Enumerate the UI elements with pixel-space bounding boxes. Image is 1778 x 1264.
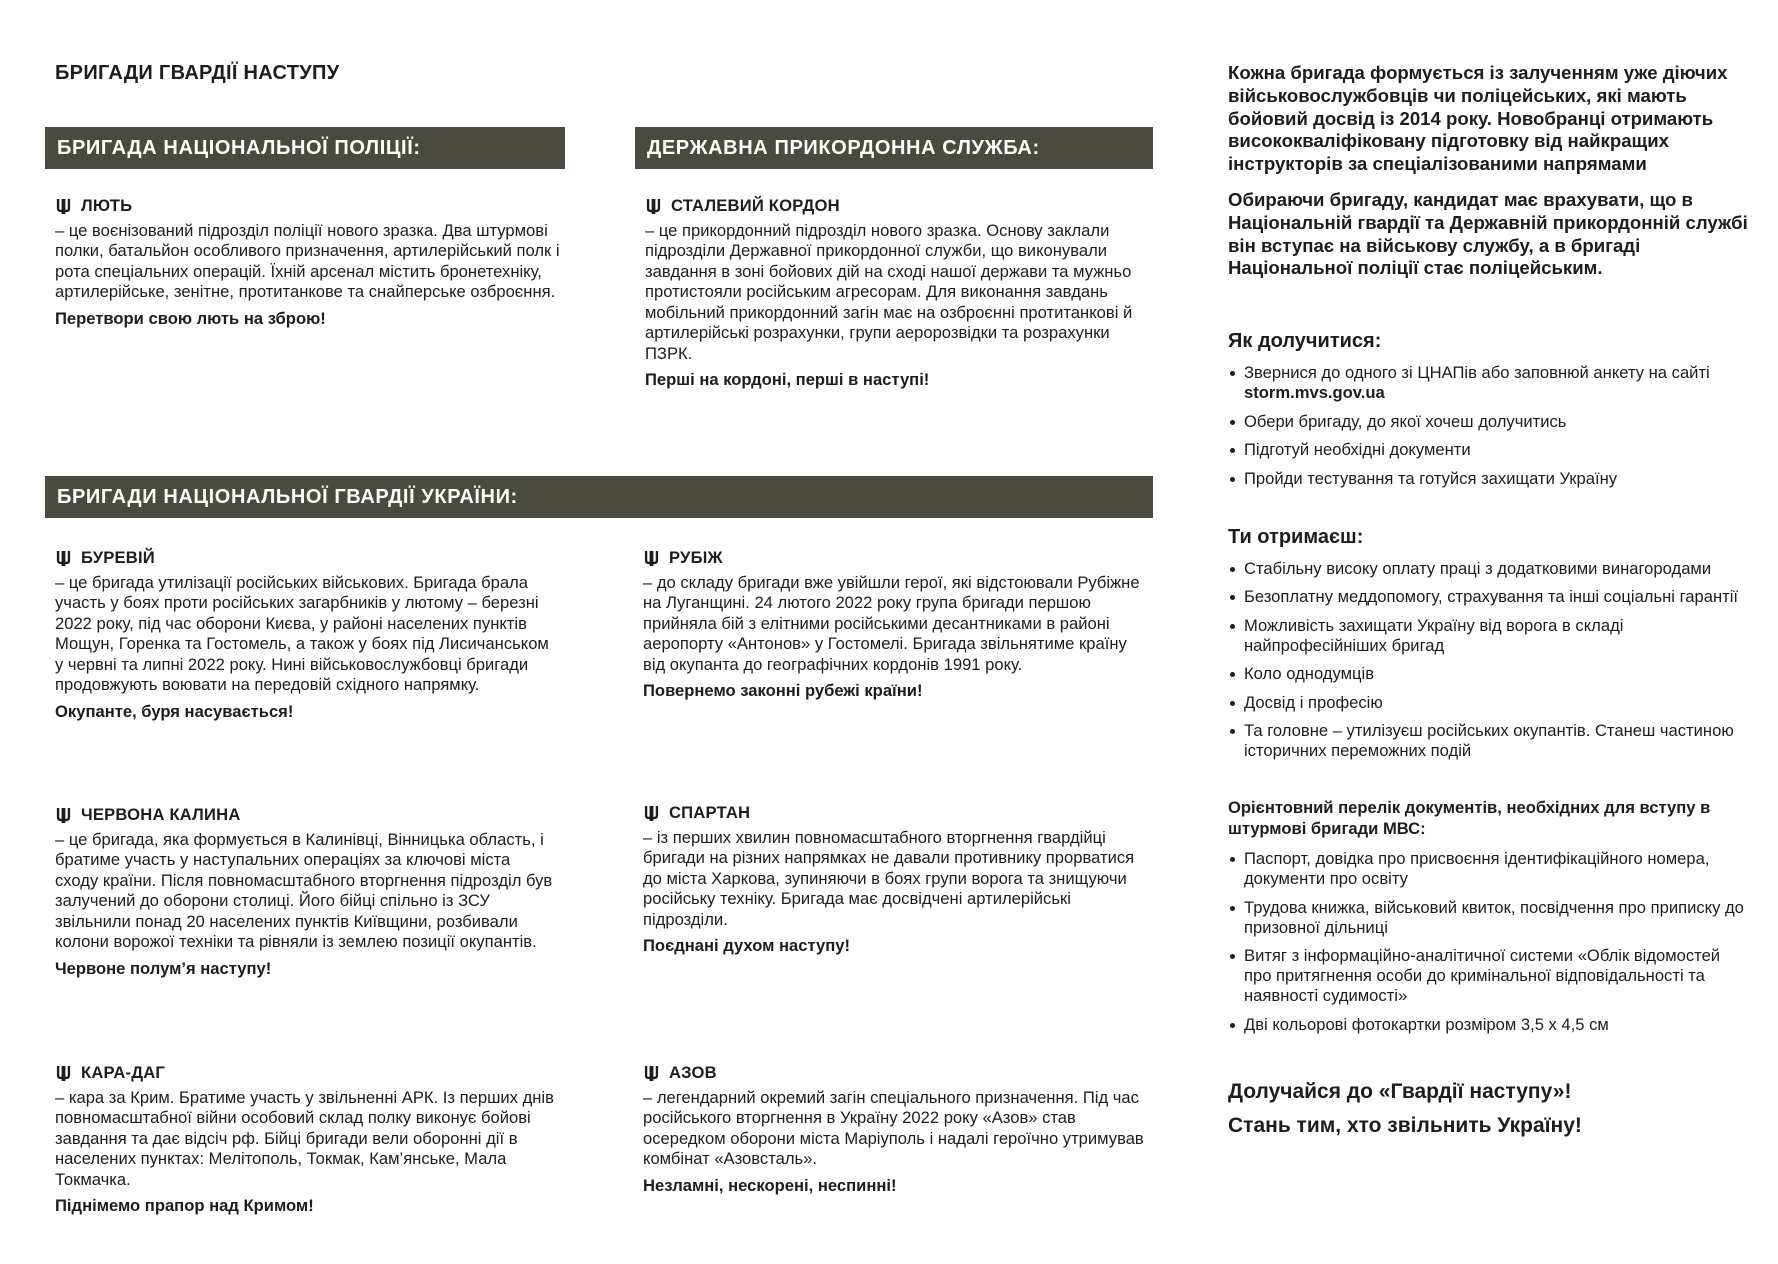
trident-icon — [55, 807, 72, 824]
brigade-rubizh-description: – до складу бригади вже увійшли герої, які відстоювали Рубіжне на Луганщині. 24 лютого 2022 року група бригади першою прийняла бій з елітними російськими десантниками в районі аеропорту «Антонов» у Гостомелі. Бригада звільнятиме країну від окупанта до географічних кордонів 1991 року. — [643, 572, 1140, 674]
intro-paragraph-1: Кожна бригада формується із залученням уже діючих військовослужбовців чи поліцейських, які мають бойовий досвід із 2014 року. Новобранці отримають висококваліфіковану підготовку від найкращих інструкторів за спеціалізованими напрямами — [1228, 62, 1728, 175]
benefit-item: Досвід і професію — [1228, 693, 1748, 713]
document-item: Трудова книжка, військовий квиток, посвідчення про приписку до призовної дільниці — [1228, 898, 1748, 938]
brigade-kara-dah-name: КАРА-ДАГ — [81, 1063, 166, 1082]
info-column — [1228, 62, 1748, 1143]
brigade-kara-dah-slogan: Піднімемо прапор над Кримом! — [55, 1196, 314, 1215]
document-item: Витяг з інформаційно-аналітичної системи «Облік відомостей про притягнення особи до кримінальної відповідальності та наявності судимості» — [1228, 946, 1748, 1006]
brigade-azov-header — [643, 1063, 1153, 1084]
join-section — [1228, 330, 1748, 489]
benefits-list — [1228, 559, 1748, 762]
brigade-burevii-name: БУРЕВІЙ — [81, 548, 155, 567]
call-to-action — [1228, 1075, 1748, 1143]
documents-heading: Орієнтовний перелік документів, необхідних для вступу в штурмові бригади МВС: — [1228, 798, 1711, 838]
join-step: Підготуй необхідні документи — [1228, 440, 1748, 460]
documents-section — [1228, 798, 1748, 1035]
join-steps-list — [1228, 363, 1748, 489]
documents-list — [1228, 849, 1748, 1035]
brigade-chervona-kalyna-description: – це бригада, яка формується в Калинівці, Вінницька область, і братиме участь у наступальних операціях за ключові міста сходу країни. Після повномасштабного вторгнення підрозділ був залучений до оборони столиці. Його бійці спільно із ЗСУ звільнили понад 20 населених пунктів Київщини, розбивали колони ворожої техніки та рівняли із землею позиції окупантів. — [55, 829, 553, 951]
section-border-title: ДЕРЖАВНА ПРИКОРДОННА СЛУЖБА: — [647, 136, 1040, 159]
brigade-spartan — [643, 803, 1153, 957]
join-heading: Як долучитися: — [1228, 330, 1382, 353]
section-border-header — [635, 127, 1153, 169]
brigade-chervona-kalyna-header — [55, 805, 555, 826]
brigade-azov-description: – легендарний окремий загін спеціального призначення. Під час російського вторгнення в Україну 2022 року «Азов» став осередком оборони міста Маріуполь і надалі героїчно утримував комбінат «Азовсталь». — [643, 1087, 1144, 1168]
brigade-lyut-slogan: Перетвори свою лють на зброю! — [55, 308, 326, 328]
brigade-stalevyi-kordon-name: СТАЛЕВИЙ КОРДОН — [671, 196, 840, 215]
brigade-stalevyi-kordon — [645, 196, 1155, 391]
brigade-rubizh-slogan: Повернемо законні рубежі країни! — [643, 681, 923, 700]
brigade-azov — [643, 1063, 1153, 1196]
brigade-kara-dah-description: – кара за Крим. Братиме участь у звільненні АРК. Із перших днів повномасштабної війни особовий склад полку виконує бойові завдання та дає відсіч рф. Бійці бригади вели оборонні дії в населених пунктах: Мелітополь, Токмак, Кам’янське, Мала Токмачка. — [55, 1087, 554, 1189]
join-step-text: Звернися до одного зі ЦНАПів або заповнюй анкету на сайті — [1244, 363, 1710, 383]
brigade-burevii-header — [55, 548, 555, 569]
benefit-item: Можливість захищати Україну від ворога в складі найпрофесійніших бригад — [1228, 616, 1748, 656]
brigade-lyut-name: ЛЮТЬ — [81, 196, 133, 215]
benefits-section — [1228, 526, 1748, 762]
section-police-title: БРИГАДА НАЦІОНАЛЬНОЇ ПОЛІЦІЇ: — [57, 136, 421, 159]
trident-icon — [55, 198, 72, 215]
brigade-stalevyi-kordon-header — [645, 196, 1155, 217]
brigade-spartan-name: СПАРТАН — [669, 803, 751, 822]
brigade-rubizh-header — [643, 548, 1153, 569]
brigade-spartan-slogan: Поєднані духом наступу! — [643, 936, 851, 955]
brigade-rubizh — [643, 548, 1153, 702]
document-item: Дві кольорові фотокартки розміром 3,5 х 4,5 см — [1228, 1015, 1748, 1035]
join-step: Обери бригаду, до якої хочеш долучитись — [1228, 412, 1748, 432]
site-link[interactable]: storm.mvs.gov.ua — [1244, 383, 1385, 403]
brigade-burevii-description: – це бригада утилізації російських військових. Бригада брала участь у боях проти російських загарбників у лютому – березні 2022 року, під час оборони Києва, у районі населених пунктів Мощун, Горенка та Гостомель, а також у боях під Лисичанськом у червні та липні 2022 року. Нині військовослужбовці бригади продовжують воювати на передовій східного напрямку. — [55, 572, 549, 694]
trident-icon — [55, 550, 72, 567]
benefit-item: Безоплатну меддопомогу, страхування та інші соціальні гарантії — [1228, 587, 1748, 607]
brigade-chervona-kalyna-name: ЧЕРВОНА КАЛИНА — [81, 805, 241, 824]
brigade-azov-slogan: Незламні, нескорені, неспинні! — [643, 1175, 897, 1195]
cta-line-2: Стань тим, хто звільнить Україну! — [1228, 1113, 1582, 1137]
brigade-burevii — [55, 548, 555, 722]
brigade-kara-dah — [55, 1063, 560, 1217]
brigade-spartan-header — [643, 803, 1153, 824]
benefit-item: Коло однодумців — [1228, 664, 1748, 684]
join-step: Пройди тестування та готуйся захищати Україну — [1228, 469, 1748, 489]
benefits-heading: Ти отримаєш: — [1228, 525, 1364, 548]
trident-icon — [643, 1065, 660, 1082]
document-item: Паспорт, довідка про присвоєння ідентифікаційного номера, документи про освіту — [1228, 849, 1748, 889]
trident-icon — [645, 198, 662, 215]
brigade-lyut-header — [55, 196, 560, 217]
brigade-kara-dah-header — [55, 1063, 560, 1084]
brigade-chervona-kalyna-slogan: Червоне полум’я наступу! — [55, 958, 272, 978]
brigade-rubizh-name: РУБІЖ — [669, 548, 723, 567]
brigade-lyut — [55, 196, 560, 329]
benefit-item: Та головне – утилізуєш російських окупантів. Станеш частиною історичних переможних подій — [1228, 721, 1748, 761]
brigade-lyut-description: – це воєнізований підрозділ поліції нового зразка. Два штурмові полки, батальйон особливого призначення, артилерійський полк і рота спеціальних операцій. Їхній арсенал містить бронетехніку, артилерійське, зенітне, протитанкове та снайперське озброєння. — [55, 220, 560, 301]
intro-paragraph-2: Обираючи бригаду, кандидат має врахувати, що в Національній гвардії та Державній прикордонній службі він вступає на військову службу, а в бригаді Національної поліції стає поліцейським. — [1228, 188, 1748, 279]
section-guard-header — [45, 476, 1153, 518]
join-step — [1228, 363, 1748, 403]
page-title: БРИГАДИ ГВАРДІЇ НАСТУПУ — [55, 62, 340, 84]
trident-icon — [643, 805, 660, 822]
section-police-header — [45, 127, 565, 169]
brigade-spartan-description: – із перших хвилин повномасштабного вторгнення гвардійці бригади на різних напрямках не давали противнику прорватися до міста Харкова, зупиняючи в боях групи ворога та знищуючи російську техніку. Бригада має досвідчені артилерійські підрозділи. — [643, 827, 1135, 929]
benefit-item: Стабільну високу оплату праці з додатковими винагородами — [1228, 559, 1748, 579]
brigade-stalevyi-kordon-description: – це прикордонний підрозділ нового зразка. Основу заклали підрозділи Державної прикордонної служби, що виконували завдання в зоні бойових дій на сході нашої держави та мужньо протистояли російським агресорам. Для виконання завдань мобільний прикордонний загін має на озброєнні протитанкові й артилерійські розрахунки, групи аеророзвідки та розрахунки ПЗРК. — [645, 220, 1133, 363]
cta-line-1: Долучайся до «Гвардії наступу»! — [1228, 1079, 1572, 1103]
section-guard-title: БРИГАДИ НАЦІОНАЛЬНОЇ ГВАРДІЇ УКРАЇНИ: — [57, 485, 518, 508]
brigade-stalevyi-kordon-slogan: Перші на кордоні, перші в наступі! — [645, 370, 930, 389]
brigade-azov-name: АЗОВ — [669, 1063, 717, 1082]
trident-icon — [55, 1065, 72, 1082]
brigade-burevii-slogan: Окупанте, буря насувається! — [55, 701, 294, 721]
trident-icon — [643, 550, 660, 567]
brigade-chervona-kalyna — [55, 805, 555, 979]
